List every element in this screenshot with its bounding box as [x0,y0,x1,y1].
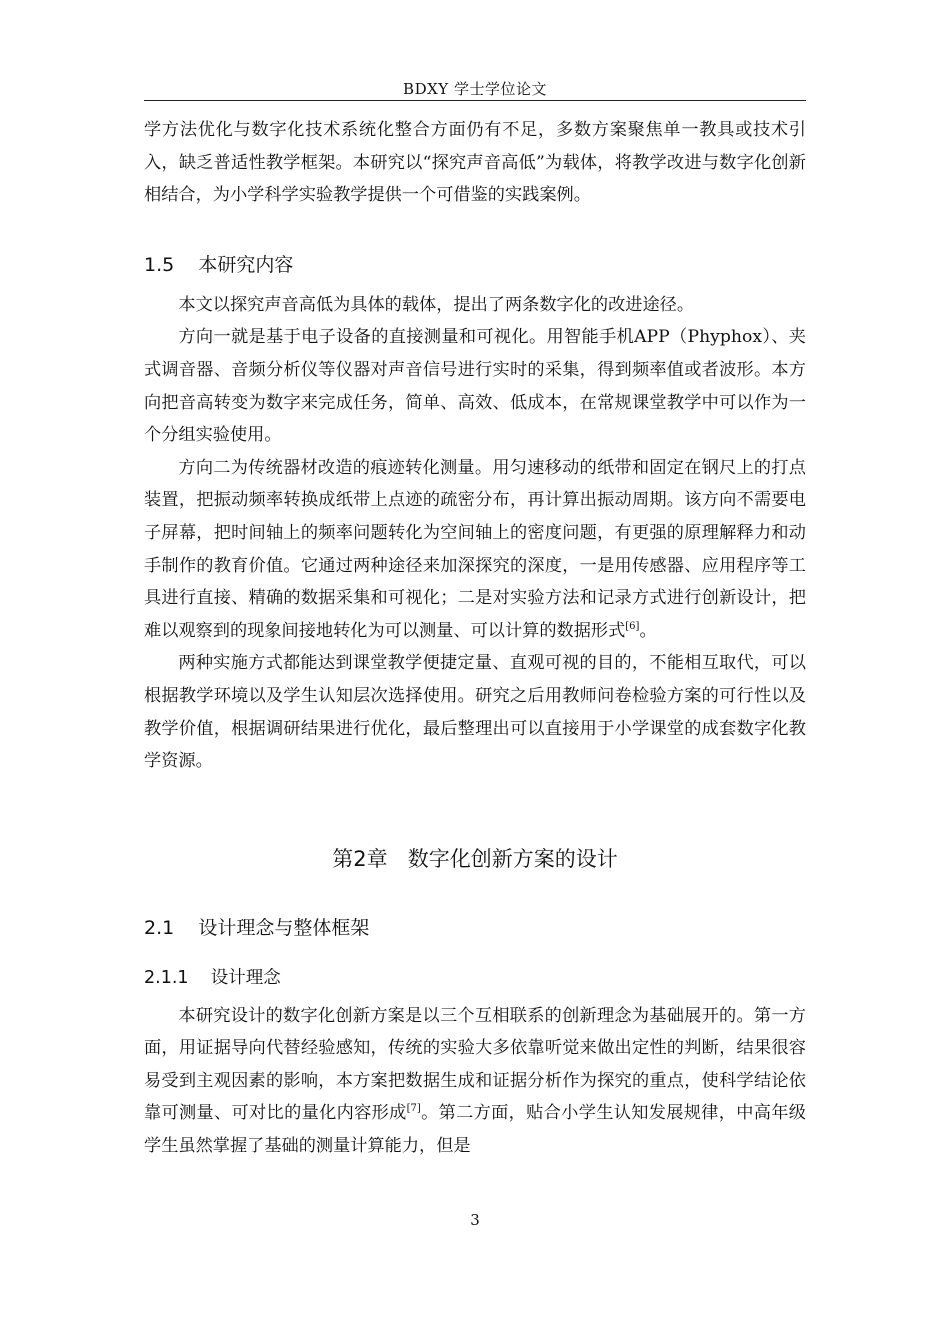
paragraph: 方向一就是基于电子设备的直接测量和可视化。用智能手机APP（Phyphox）、夹式调音器、音频分析仪等仪器对声音信号进行实时的采集，得到频率值或者波形。本方向把音高转变为数字来完成任务，简单、高效、低成本，在常规课堂教学中可以作为一个分组实验使用。 [144,327,806,446]
section-number: 1.5 [144,253,175,276]
paragraph-tail: 。第二方面，贴合小学生认知发展规律，中高年级学生虽然掌握了基础的测量计算能力，但是 [144,1103,806,1157]
paragraph [144,452,806,648]
section-number: 2.1 [144,916,175,939]
paragraph-text: 本研究设计的数字化创新方案是以三个互相联系的创新理念为基础展开的。第一方面，用证据导向代替经验感知，传统的实验大多依靠听觉来做出定性的判断，结果很容易受到主观因素的影响，本方案把数据生成和证据分析作为探究的重点，使科学结论依靠可测量、可对比的量化内容形成 [144,1005,806,1124]
paragraph: 学方法优化与数字化技术系统化整合方面仍有不足，多数方案聚焦单一教具或技术引入，缺乏普适性教学框架。本研究以“探究声音高低”为载体，将教学改进与数字化创新相结合，为小学科学实验教学提供一个可借鉴的实践案例。 [144,120,806,206]
section-heading-1-5 [144,252,806,278]
chapter-heading [144,845,806,873]
section-title: 本研究内容 [198,253,294,276]
subsection-number: 2.1.1 [144,967,189,988]
paragraph-tail: 。 [639,620,657,641]
citation-ref: [6] [625,620,640,632]
chapter-title: 数字化创新方案的设计 [407,846,618,871]
page-body [144,114,806,1163]
header-rule [144,100,806,101]
subsection-heading-2-1-1 [144,966,806,990]
section-title: 设计理念与整体框架 [198,916,370,939]
paragraph: 两种实施方式都能达到课堂教学便捷定量、直观可视的目的，不能相互取代，可以根据教学环境以及学生认知层次选择使用。研究之后用教师问卷检验方案的可行性以及教学价值，根据调研结果进行优化，最后整理出可以直接用于小学课堂的成套数字化教学资源。 [144,653,806,772]
section-heading-2-1 [144,915,806,941]
subsection-title: 设计理念 [210,967,281,988]
chapter-number: 第2章 [332,846,388,871]
paragraph [144,1000,806,1163]
paragraph-text: 方向二为传统器材改造的痕迹转化测量。用匀速移动的纸带和固定在钢尺上的打点装置，把振动频率转换成纸带上点迹的疏密分布，再计算出振动周期。该方向不需要电子屏幕，把时间轴上的频率问题转化为空间轴上的密度问题，有更强的原理解释力和动手制作的教育价值。它通过两种途径来加深探究的深度，一是用传感器、应用程序等工具进行直接、精确的数据采集和可视化；二是对实验方法和记录方式进行创新设计，把难以观察到的现象间接地转化为可以测量、可以计算的数据形式 [144,457,806,641]
paragraph: 本文以探究声音高低为具体的载体，提出了两条数字化的改进途径。 [178,294,695,315]
running-header: BDXY 学士学位论文 [403,80,547,98]
page-number: 3 [470,1211,480,1229]
citation-ref: [7] [406,1103,421,1115]
